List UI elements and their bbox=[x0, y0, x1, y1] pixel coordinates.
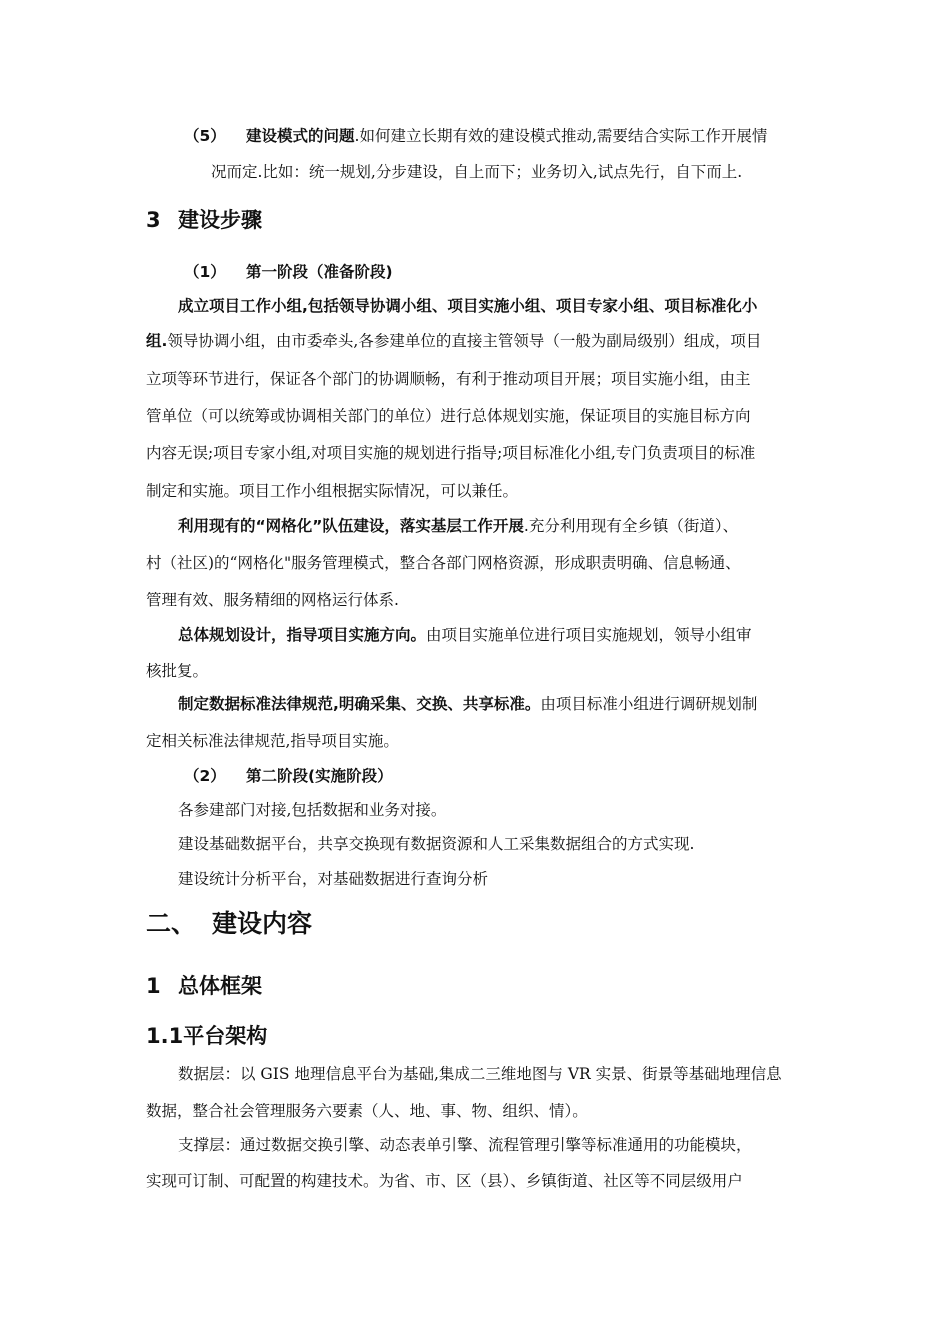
section-title: 总体框架 bbox=[178, 974, 262, 998]
team-paragraph-line-4: 管单位（可以统筹或协调相关部门的单位）进行总体规划实施，保证项目的实施目标方向 bbox=[146, 407, 751, 425]
chapter-title: 建设内容 bbox=[212, 909, 313, 938]
standards-paragraph-line-1 bbox=[178, 694, 808, 714]
team-paragraph-line-1: 成立项目工作小组,包括领导协调小组、项目实施小组、项目专家小组、项目标准化小 bbox=[178, 297, 758, 315]
chapter-2-heading bbox=[146, 908, 312, 940]
phase-2-line-2: 建设基础数据平台，共享交换现有数据资源和人工采集数据组合的方式实现. bbox=[178, 835, 695, 853]
grid-paragraph-line-1 bbox=[178, 516, 808, 536]
section-3-heading bbox=[146, 206, 262, 234]
plan-paragraph-text: 由项目实施单位进行项目实施规划，领导小组审 bbox=[426, 626, 752, 644]
plan-paragraph-bold: 总体规划设计，指导项目实施方向。 bbox=[178, 626, 427, 644]
section-number: 1 bbox=[146, 974, 161, 998]
team-paragraph-text: 领导协调小组，由市委牵头,各参建单位的直接主管领导（一般为副局级别）组成，项目 bbox=[167, 332, 762, 350]
grid-paragraph-bold: 利用现有的“网格化”队伍建设，落实基层工作开展 bbox=[178, 517, 524, 535]
team-paragraph-line-5: 内容无误;项目专家小组,对项目实施的规划进行指导;项目标准化小组,专门负责项目的标准 bbox=[146, 444, 756, 462]
support-layer-line-1: 支撑层：通过数据交换引擎、动态表单引擎、流程管理引擎等标准通用的功能模块， bbox=[178, 1136, 752, 1154]
phase-2-number: （2） bbox=[184, 767, 226, 785]
section-1-heading bbox=[146, 972, 262, 1000]
phase-2-heading bbox=[184, 766, 808, 786]
section-1-1-heading: 1.1平台架构 bbox=[146, 1024, 268, 1048]
team-paragraph-bold: 组. bbox=[146, 332, 168, 350]
item-5-line-2: 况而定.比如：统一规划,分步建设，自上而下；业务切入,试点先行，自下而上. bbox=[211, 163, 743, 181]
phase-1-heading bbox=[184, 262, 808, 282]
item-5-number: （5） bbox=[184, 127, 226, 145]
standards-paragraph-line-2: 定相关标准法律规范,指导项目实施。 bbox=[146, 732, 399, 750]
standards-paragraph-text: 由项目标准小组进行调研规划制 bbox=[540, 695, 758, 713]
phase-2-line-3: 建设统计分析平台，对基础数据进行查询分析 bbox=[178, 870, 489, 888]
grid-paragraph-line-3: 管理有效、服务精细的网格运行体系. bbox=[146, 591, 399, 609]
support-layer-line-2: 实现可订制、可配置的构建技术。为省、市、区（县）、乡镇街道、社区等不同层级用户 bbox=[146, 1172, 743, 1190]
section-title: 建设步骤 bbox=[178, 208, 262, 232]
grid-paragraph-text: .充分利用现有全乡镇（街道）、 bbox=[523, 517, 739, 535]
standards-paragraph-bold: 制定数据标准法律规范,明确采集、交换、共享标准。 bbox=[178, 695, 541, 713]
data-layer-line-2: 数据，整合社会管理服务六要素（人、地、事、物、组织、情）。 bbox=[146, 1102, 588, 1120]
item-5-text: .如何建立长期有效的建设模式推动,需要结合实际工作开展情 bbox=[354, 127, 768, 145]
plan-paragraph-line-1 bbox=[178, 625, 808, 645]
item-5-line-1 bbox=[184, 126, 808, 146]
team-paragraph-line-3: 立项等环节进行，保证各个部门的协调顺畅，有利于推动项目开展；项目实施小组，由主 bbox=[146, 370, 751, 388]
chapter-number: 二、 bbox=[146, 909, 197, 938]
item-5-bold-title: 建设模式的问题 bbox=[246, 127, 355, 145]
phase-1-number: （1） bbox=[184, 263, 226, 281]
team-paragraph-line-2 bbox=[146, 331, 808, 351]
team-paragraph-line-6: 制定和实施。项目工作小组根据实际情况，可以兼任。 bbox=[146, 482, 519, 500]
phase-1-title: 第一阶段（准备阶段) bbox=[246, 263, 393, 281]
phase-2-title: 第二阶段(实施阶段） bbox=[246, 767, 393, 785]
plan-paragraph-line-2: 核批复。 bbox=[146, 662, 209, 680]
data-layer-line-1: 数据层：以 GIS 地理信息平台为基础,集成二三维地图与 VR 实景、街景等基础地理信息 bbox=[178, 1065, 782, 1083]
grid-paragraph-line-2: 村（社区)的“网格化"服务管理模式，整合各部门网格资源，形成职责明确、信息畅通、 bbox=[146, 554, 741, 572]
phase-2-line-1: 各参建部门对接,包括数据和业务对接。 bbox=[178, 801, 447, 819]
section-number: 3 bbox=[146, 208, 161, 232]
